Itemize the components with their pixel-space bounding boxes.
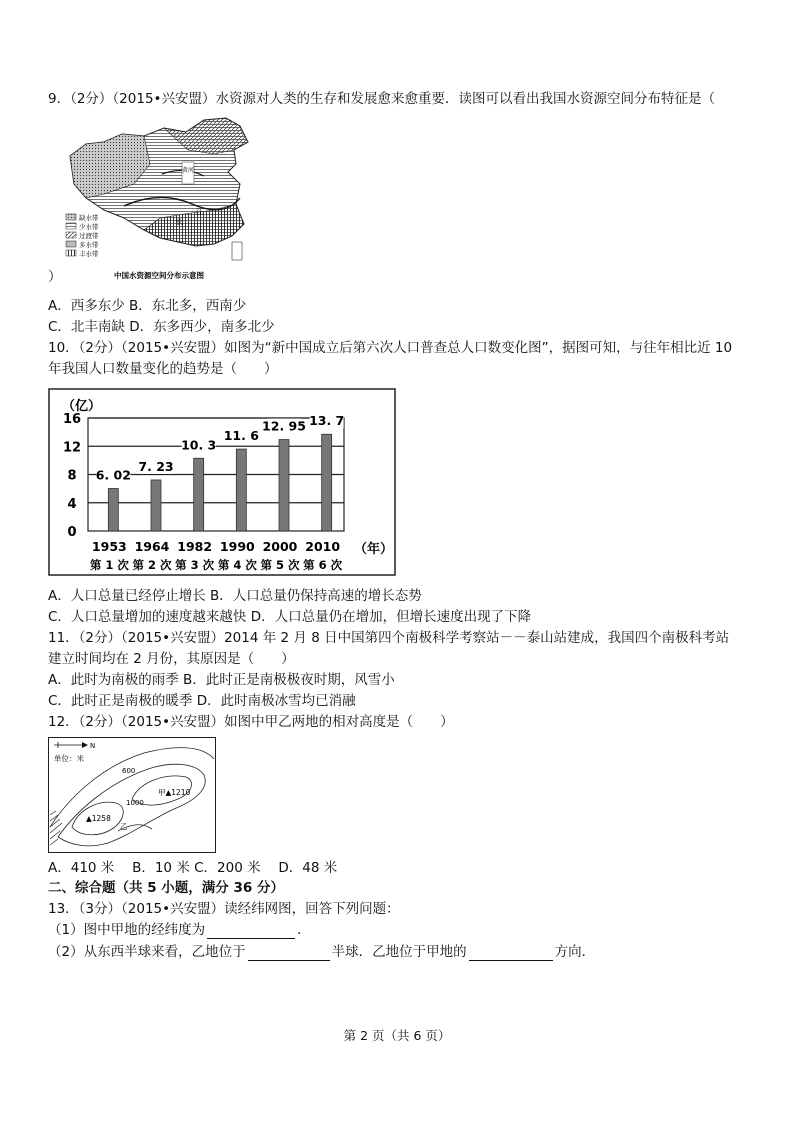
census-label: 第 2 次 (132, 558, 172, 572)
q10-stem-2: 年我国人口数量变化的趋势是（ ） (48, 361, 278, 377)
legend-item: 缺水带 (79, 214, 99, 222)
y-tick-label: 8 (67, 468, 77, 484)
census-label: 第 6 次 (303, 558, 343, 572)
bar (151, 480, 161, 531)
q13-part-2-text: （2）从东西半球来看，乙地位于 (48, 944, 246, 960)
q13-stem: 13．（3分）（2015•兴安盟）读经纬网图，回答下列问题： (48, 901, 400, 917)
q13-part-1 (48, 921, 311, 939)
q9-options-cd: C．北丰南缺 D．东多西少，南多北少 (48, 319, 275, 335)
x-tick-label: 1990 (219, 539, 255, 554)
q12-stem: 12．（2分）（2015•兴安盟）如图中甲乙两地的相对高度是（ ） (48, 714, 454, 730)
y-tick-label: 16 (62, 412, 82, 427)
bar-value-label: 6. 02 (95, 467, 131, 483)
bar-value-label: 7. 23 (138, 458, 174, 474)
q9-options-ab: A．西多东少 B．东北多，西南少 (48, 298, 247, 314)
q9-stem: 9．（2分）（2015•兴安盟）水资源对人类的生存和发展愈来愈重要．读图可以看出我国水资源空间分布特征是（ (48, 91, 715, 107)
map-label-jiang: 江 (196, 208, 203, 216)
bar (279, 440, 289, 531)
page-footer: 第 2 页（共 6 页） (343, 1028, 451, 1043)
q13-part-2-end: 方向． (554, 944, 596, 960)
q13-part-1-text: （1）图中甲地的经纬度为 (48, 922, 206, 938)
answer-blank[interactable] (248, 946, 330, 961)
bar-value-label: 13. 7 (309, 413, 345, 429)
china-water-map (64, 114, 254, 284)
location-yi: 乙 (120, 822, 128, 831)
x-tick-label: 2000 (262, 539, 298, 554)
bar-value-label: 11. 6 (223, 428, 259, 444)
map-label-yellow-river: 黄河 (181, 167, 195, 174)
bar (194, 458, 204, 531)
q9-stem-end: ） (48, 269, 62, 285)
map-label-chang: 长 (176, 218, 183, 226)
x-axis-unit: （年） (354, 542, 394, 557)
x-tick-label: 2010 (305, 539, 341, 554)
q13-part-1-end: ． (297, 922, 311, 938)
q13-part-2 (48, 943, 595, 961)
x-tick-label: 1953 (91, 539, 127, 554)
peak-1258: ▲1258 (86, 814, 111, 823)
y-tick-label: 4 (67, 496, 77, 512)
population-census-chart (48, 388, 396, 576)
census-label: 第 4 次 (217, 558, 257, 572)
bar (108, 488, 118, 531)
map-caption: 中国水资源空间分布示意图 (114, 271, 204, 280)
census-label: 第 1 次 (89, 558, 129, 572)
legend-item: 多水带 (79, 241, 99, 249)
legend-item: 丰水带 (79, 250, 99, 258)
census-label: 第 3 次 (175, 558, 215, 572)
unit-label: 单位：米 (54, 754, 84, 763)
contour-label-1000: 1000 (126, 799, 144, 807)
legend-item: 过渡带 (79, 232, 99, 240)
contour-label-600: 600 (122, 767, 136, 775)
bar (322, 434, 332, 531)
answer-blank[interactable] (469, 946, 553, 961)
census-label: 第 5 次 (260, 558, 300, 572)
q10-options-cd: C．人口总量增加的速度越来越快 D．人口总量仍在增加，但增长速度出现了下降 (48, 609, 532, 625)
q12-options: A．410 米 B．10 米 C．200 米 D．48 米 (48, 860, 338, 876)
north-label: N (90, 742, 96, 750)
bar (236, 449, 246, 531)
y-tick-label: 12 (62, 440, 82, 456)
answer-blank[interactable] (207, 924, 295, 939)
x-tick-label: 1982 (177, 539, 213, 554)
bar-value-label: 10. 3 (181, 437, 217, 453)
y-tick-label: 0 (67, 525, 77, 540)
q11-stem-1: 11．（2分）（2015•兴安盟）2014 年 2 月 8 日中国第四个南极科学考察站－－泰山站建成，我国四个南极科考站 (48, 630, 730, 646)
contour-map (48, 737, 216, 853)
q10-options-ab: A．人口总量已经停止增长 B．人口总量仍保持高速的增长态势 (48, 588, 422, 604)
map-legend (66, 213, 99, 258)
bar-value-label: 12. 95 (262, 418, 306, 434)
q11-options-ab: A．此时为南极的雨季 B．此时正是南极极夜时期，风雪小 (48, 672, 395, 688)
y-axis-unit: （亿） (62, 399, 102, 414)
q11-options-cd: C．此时正是南极的暖季 D．此时南极冰雪均已消融 (48, 693, 356, 709)
q13-part-2-mid: 半球．乙地位于甲地的 (331, 944, 467, 960)
q11-stem-2: 建立时间均在 2 月份，其原因是（ ） (48, 651, 295, 667)
peak-jia: 甲▲1210 (158, 788, 191, 797)
legend-item: 少水带 (79, 223, 99, 231)
section-heading: 二、综合题（共 5 小题，满分 36 分） (48, 880, 284, 896)
x-tick-label: 1964 (134, 539, 170, 554)
q10-stem-1: 10．（2分）（2015•兴安盟）如图为“新中国成立后第六次人口普查总人口数变化图”，据图可知，与往年相比近 10 (48, 340, 733, 356)
